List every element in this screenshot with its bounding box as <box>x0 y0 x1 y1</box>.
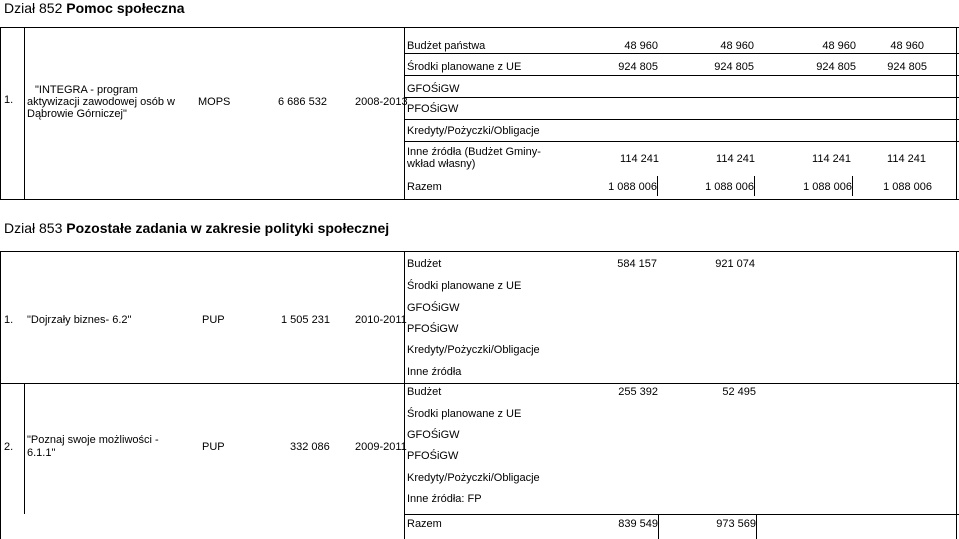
project-name-line: 6.1.1" <box>27 447 56 459</box>
table-852-row-line <box>404 53 959 54</box>
table-853-col-line <box>24 383 25 514</box>
source-label: PFOŚiGW <box>407 323 459 335</box>
source-label: Środki planowane z UE <box>407 61 522 73</box>
project-period: 2010-2011 <box>355 314 407 326</box>
source-value: 924 805 <box>816 61 856 73</box>
total-value: 1 088 006 <box>608 181 657 193</box>
table-853-col-line <box>956 251 957 539</box>
unit-name: MOPS <box>198 96 231 108</box>
total-label: Razem <box>407 181 442 193</box>
source-label: GFOŚiGW <box>407 302 460 314</box>
table-852-col-line <box>0 27 1 199</box>
section-852-prefix: Dział 852 <box>4 0 63 16</box>
source-value: 584 157 <box>617 258 657 270</box>
total-value: 1 088 006 <box>883 181 932 193</box>
source-label: Środki planowane z UE <box>407 280 522 292</box>
total-cell-divider <box>657 176 658 196</box>
project-period: 2008-2013 <box>355 96 408 108</box>
project-name-line: "Poznaj swoje możliwości - <box>27 434 159 446</box>
section-853-prefix: Dział 853 <box>4 220 63 236</box>
source-label: Inne źródła <box>407 366 462 378</box>
source-value: 114 241 <box>887 153 926 165</box>
table-852-row-line <box>404 119 959 120</box>
table-852-bottom-border <box>0 199 959 200</box>
source-value: 48 960 <box>624 40 658 52</box>
total-label: Razem <box>407 518 442 530</box>
total-value: 973 569 <box>716 518 756 530</box>
source-value: 255 392 <box>618 386 658 398</box>
table-852-top-border <box>0 27 959 28</box>
table-852-row-line <box>404 141 959 142</box>
table-853-total-line <box>404 514 959 515</box>
table-852-row-line <box>404 75 959 76</box>
table-852-row-line <box>404 97 959 98</box>
source-value: 921 074 <box>715 258 755 270</box>
project-name-line: "INTEGRA - program <box>35 84 138 96</box>
source-value: 924 805 <box>887 61 927 73</box>
project-name-line: aktywizacji zawodowej osób w <box>27 96 175 108</box>
project-amount: 1 505 231 <box>281 314 330 326</box>
source-value: 48 960 <box>720 40 754 52</box>
source-label: Budżet <box>407 258 442 270</box>
source-value: 114 241 <box>716 153 755 165</box>
source-value: 114 241 <box>812 153 851 165</box>
total-cell-divider <box>754 176 755 196</box>
total-value: 839 549 <box>618 518 658 530</box>
source-label: wkład własny) <box>407 158 476 170</box>
row-number: 2. <box>4 441 14 453</box>
project-amount: 332 086 <box>290 441 330 453</box>
table-852-col-line <box>404 27 405 199</box>
source-label: Inne źródła (Budżet Gminy- <box>407 146 541 158</box>
table-853-top-border <box>0 251 959 252</box>
table-853-row-divider <box>0 383 959 384</box>
source-label: PFOŚiGW <box>407 103 459 115</box>
section-853-title: Pozostałe zadania w zakresie polityki społecznej <box>66 220 390 236</box>
source-value: 924 805 <box>714 61 754 73</box>
total-value: 1 088 006 <box>705 181 754 193</box>
project-name-line: Dąbrowie Górniczej" <box>27 108 127 120</box>
section-853-heading <box>4 220 389 236</box>
source-value: 924 805 <box>618 61 658 73</box>
table-853-col-line <box>0 251 1 539</box>
project-name-line: "Dojrzały biznes- 6.2" <box>27 314 132 326</box>
total-cell-divider <box>756 514 757 539</box>
source-label: GFOŚiGW <box>407 83 460 95</box>
section-852-title: Pomoc społeczna <box>66 0 185 16</box>
table-852-col-line <box>956 27 957 199</box>
source-label: PFOŚiGW <box>407 450 459 462</box>
source-label: GFOŚiGW <box>407 429 460 441</box>
section-852-heading <box>4 0 185 16</box>
source-value: 52 495 <box>722 386 756 398</box>
source-label: Środki planowane z UE <box>407 408 522 420</box>
source-value: 48 960 <box>890 40 924 52</box>
source-value: 48 960 <box>822 40 856 52</box>
unit-name: PUP <box>202 441 225 453</box>
project-period: 2009-2011 <box>355 441 407 453</box>
source-label: Kredyty/Pożyczki/Obligacje <box>407 125 540 137</box>
source-label: Budżet państwa <box>407 40 486 52</box>
source-label: Kredyty/Pożyczki/Obligacje <box>407 344 540 356</box>
project-amount: 6 686 532 <box>278 96 327 108</box>
table-853-col-line <box>404 251 405 539</box>
row-number: 1. <box>4 94 14 106</box>
table-852-col-line <box>24 27 25 199</box>
source-label: Budżet <box>407 386 442 398</box>
total-value: 1 088 006 <box>803 181 852 193</box>
source-label: Inne źródła: FP <box>407 493 482 505</box>
row-number: 1. <box>4 314 14 326</box>
source-label: Kredyty/Pożyczki/Obligacje <box>407 472 540 484</box>
source-value: 114 241 <box>620 153 659 165</box>
total-cell-divider <box>852 176 853 196</box>
unit-name: PUP <box>202 314 225 326</box>
total-cell-divider <box>658 514 659 539</box>
